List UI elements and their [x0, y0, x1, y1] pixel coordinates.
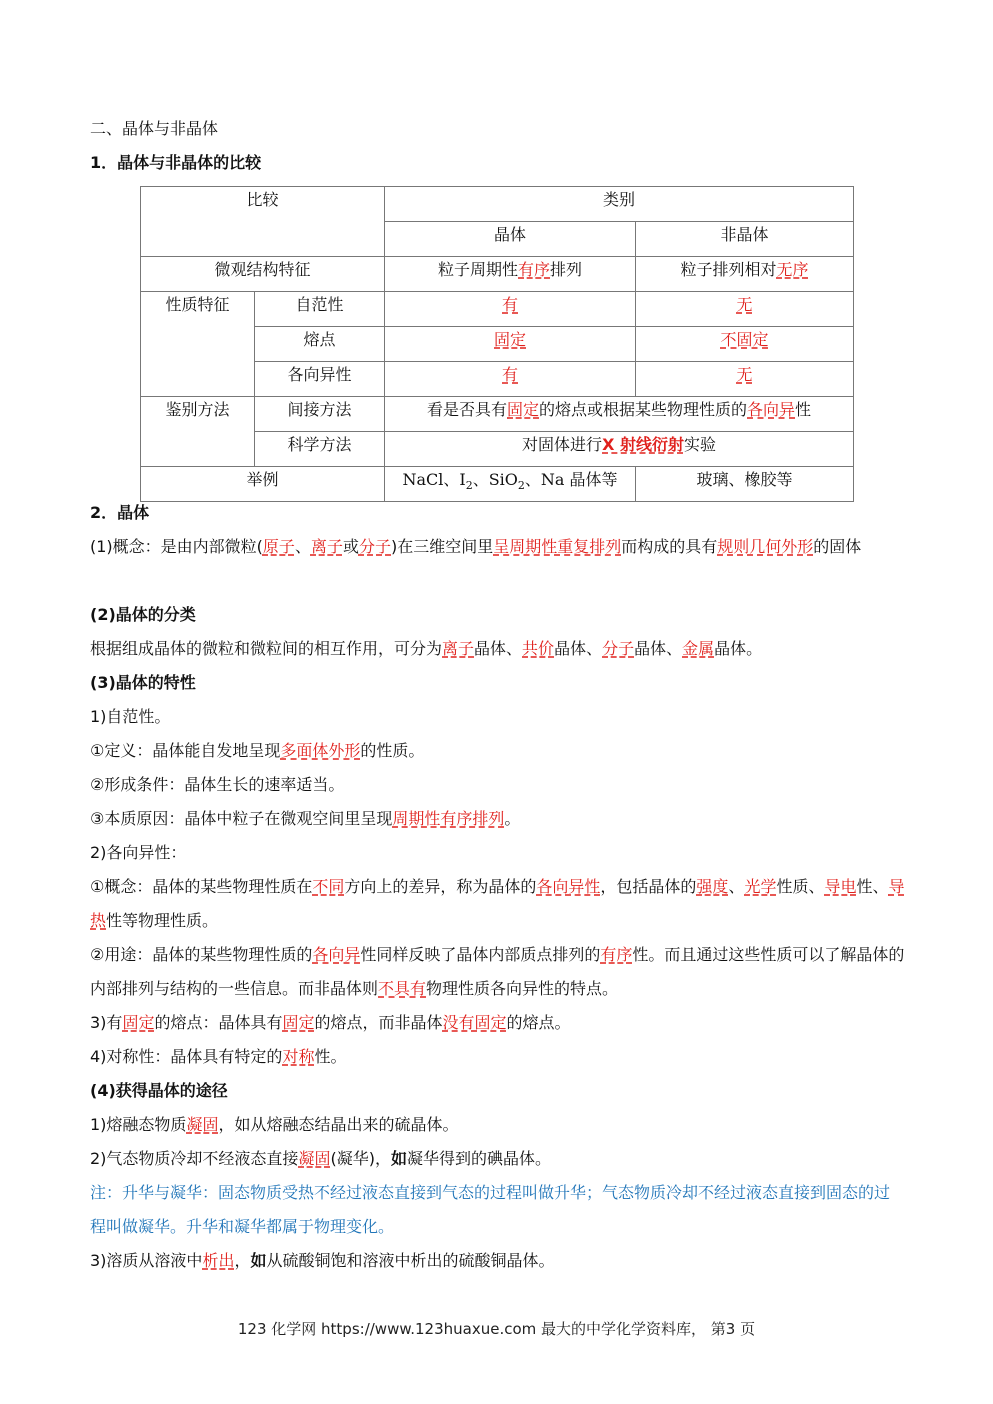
melt-crystal: 固定 — [385, 327, 636, 362]
condition-line: ②形成条件：晶体生长的速率适当。 — [90, 775, 345, 794]
page-footer: 123 化学网 https://www.123huaxue.com 最大的中学化学资料库， 第3 页 — [237, 1320, 756, 1338]
way-2: 2)气态物质冷却不经液态直接凝固(凝华)，如凝华得到的碘晶体。 — [90, 1149, 551, 1168]
self-crystal: 有 — [385, 292, 636, 327]
self-form-title: 1)自范性。 — [90, 707, 171, 726]
indirect-method: 看是否具有固定的熔点或根据某些物理性质的各向异性 — [385, 397, 854, 432]
th-category: 类别 — [385, 187, 854, 222]
scientific-label: 科学方法 — [255, 432, 385, 467]
comparison-table — [140, 186, 854, 502]
aniso-amorphous: 无 — [636, 362, 854, 397]
indirect-label: 间接方法 — [255, 397, 385, 432]
section-title: 二、晶体与非晶体 — [90, 119, 219, 138]
row-identify-label: 鉴别方法 — [141, 397, 255, 467]
cause-line: ③本质原因：晶体中粒子在微观空间里呈现周期性有序排列。 — [90, 809, 521, 828]
example-crystal: NaCl、$I_2$、SiO$_2$、Na 晶体等 — [385, 467, 636, 502]
heading-props: (3)晶体的特性 — [90, 673, 196, 692]
note-paragraph: 注：升华与凝华：固态物质受热不经过液态直接到气态的过程叫做升华；气态物质冷却不经过液态直接到固态的过程叫做凝华。升华和凝华都属于物理变化。 — [90, 1183, 891, 1236]
aniso-title: 2)各向异性： — [90, 843, 187, 862]
example-amorphous: 玻璃、橡胶等 — [636, 467, 854, 502]
way-3: 3)溶质从溶液中析出，如从硫酸铜饱和溶液中析出的硫酸铜晶体。 — [90, 1251, 555, 1270]
heading-comparison: 1．晶体与非晶体的比较 — [90, 153, 262, 172]
self-amorphous: 无 — [636, 292, 854, 327]
melt-amorphous: 不固定 — [636, 327, 854, 362]
th-compare: 比较 — [141, 187, 385, 257]
symmetry-line: 4)对称性：晶体具有特定的对称性。 — [90, 1047, 347, 1066]
row-micro-label: 微观结构特征 — [141, 257, 385, 292]
classify-paragraph: 根据组成晶体的微粒和微粒间的相互作用，可分为离子晶体、共价晶体、分子晶体、金属晶体。 — [90, 639, 763, 658]
self-form-label: 自范性 — [255, 292, 385, 327]
row-prop-label: 性质特征 — [141, 292, 255, 397]
aniso-crystal: 有 — [385, 362, 636, 397]
scientific-method: 对固体进行X 射线衍射实验 — [385, 432, 854, 467]
heading-classify: (2)晶体的分类 — [90, 605, 196, 624]
heading-crystal: 2．晶体 — [90, 503, 150, 522]
way-1: 1)熔融态物质凝固，如从熔融态结晶出来的硫晶体。 — [90, 1115, 459, 1134]
th-crystal: 晶体 — [385, 222, 636, 257]
micro-crystal: 粒子周期性有序排列 — [385, 257, 636, 292]
aniso-concept-paragraph: ①概念：晶体的某些物理性质在不同方向上的差异，称为晶体的各向异性，包括晶体的强度、光学性质、导电性、导热性等物理性质。 — [90, 877, 905, 930]
heading-ways: (4)获得晶体的途径 — [90, 1081, 228, 1100]
concept-paragraph: (1)概念：是由内部微粒(原子、离子或分子)在三维空间里呈周期性重复排列而构成的具有规则几何外形的固体 — [90, 537, 862, 556]
aniso-use-paragraph: ②用途：晶体的某些物理性质的各向异性同样反映了晶体内部质点排列的有序性。而且通过这些性质可以了解晶体的内部排列与结构的一些信息。而非晶体则不具有物理性质各向异性的特点。 — [90, 945, 905, 998]
aniso-label: 各向异性 — [255, 362, 385, 397]
row-example-label: 举例 — [141, 467, 385, 502]
definition-line: ①定义：晶体能自发地呈现多面体外形的性质。 — [90, 741, 425, 760]
melting-label: 熔点 — [255, 327, 385, 362]
th-amorphous: 非晶体 — [636, 222, 854, 257]
fixed-melting-line: 3)有固定的熔点：晶体具有固定的熔点，而非晶体没有固定的熔点。 — [90, 1013, 571, 1032]
micro-amorphous: 粒子排列相对无序 — [636, 257, 854, 292]
